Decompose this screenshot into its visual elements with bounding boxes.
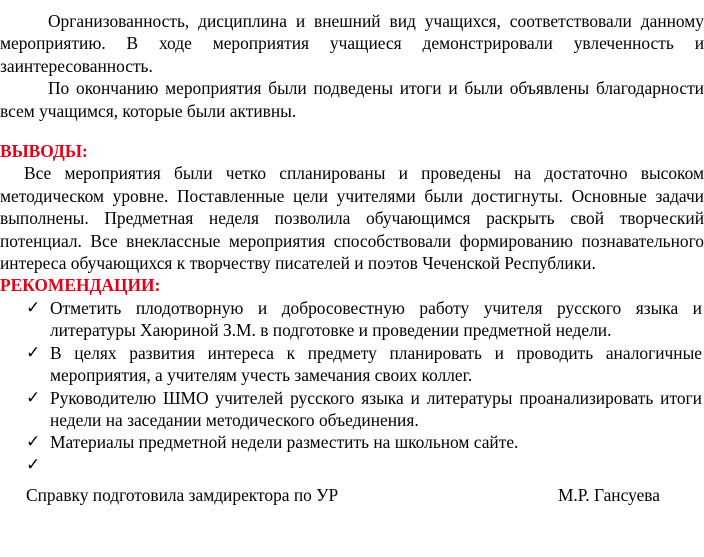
recommendation-text: В целях развития интереса к предмету планировать и проводить аналогичные мероприятия, а учителям учесть замечания своих коллег. bbox=[50, 342, 702, 386]
list-item bbox=[0, 342, 704, 387]
checkmark-icon: ✓ bbox=[26, 387, 41, 407]
signature-name: М.Р. Гансуева bbox=[557, 485, 660, 506]
document-page bbox=[0, 10, 704, 507]
recommendation-text: Отметить плодотворную и добросовестную работу учителя русского языка и литературы Хаюриной З.М. в подготовке и проведении предметной недели. bbox=[50, 297, 702, 341]
recommendation-text bbox=[50, 455, 54, 475]
spacer bbox=[0, 122, 704, 140]
recommendation-text: Руководителю ШМО учителей русского языка и литературы проанализировать итоги недели на заседании методического объединения. bbox=[50, 387, 702, 430]
checkmark-icon: ✓ bbox=[26, 297, 41, 317]
conclusions-text: Все мероприятия были четко спланированы и проведены на достаточно высоком методическом уровне. Поставленные цели учителями были достигнуты. Основные задачи выполнены. Предметная неделя позволила обучающимся раскрыть свой творческий потенциал. Все внеклассные мероприятия способствовали формированию познавательного интереса обучающихся к творчеству писателей и поэтов Чеченской Республики. bbox=[0, 163, 704, 274]
recommendation-text: Материалы предметной недели разместить на школьном сайте. bbox=[50, 432, 519, 453]
recommendations-list bbox=[0, 297, 704, 476]
paragraph-organization: Организованность, дисциплина и внешний вид учащихся, соответствовали данному мероприятию. В ходе мероприятия учащиеся демонстрировали увлеченность и заинтересованность. bbox=[0, 11, 704, 76]
checkmark-icon: ✓ bbox=[26, 342, 41, 362]
list-item bbox=[0, 297, 704, 342]
list-item bbox=[0, 387, 704, 432]
conclusions-heading: ВЫВОДЫ: bbox=[0, 141, 88, 162]
paragraph-results: По окончанию мероприятия были подведены итоги и были объявлены благодарности всем учащимся, которые были активны. bbox=[0, 78, 704, 121]
list-item bbox=[0, 431, 704, 453]
checkmark-icon: ✓ bbox=[26, 432, 41, 452]
recommendations-heading: РЕКОМЕНДАЦИИ: bbox=[0, 275, 161, 296]
signature-position: Справку подготовила замдиректора по УР bbox=[26, 485, 339, 506]
signature-line bbox=[0, 484, 704, 506]
list-item bbox=[0, 454, 704, 476]
checkmark-icon: ✓ bbox=[26, 454, 41, 474]
